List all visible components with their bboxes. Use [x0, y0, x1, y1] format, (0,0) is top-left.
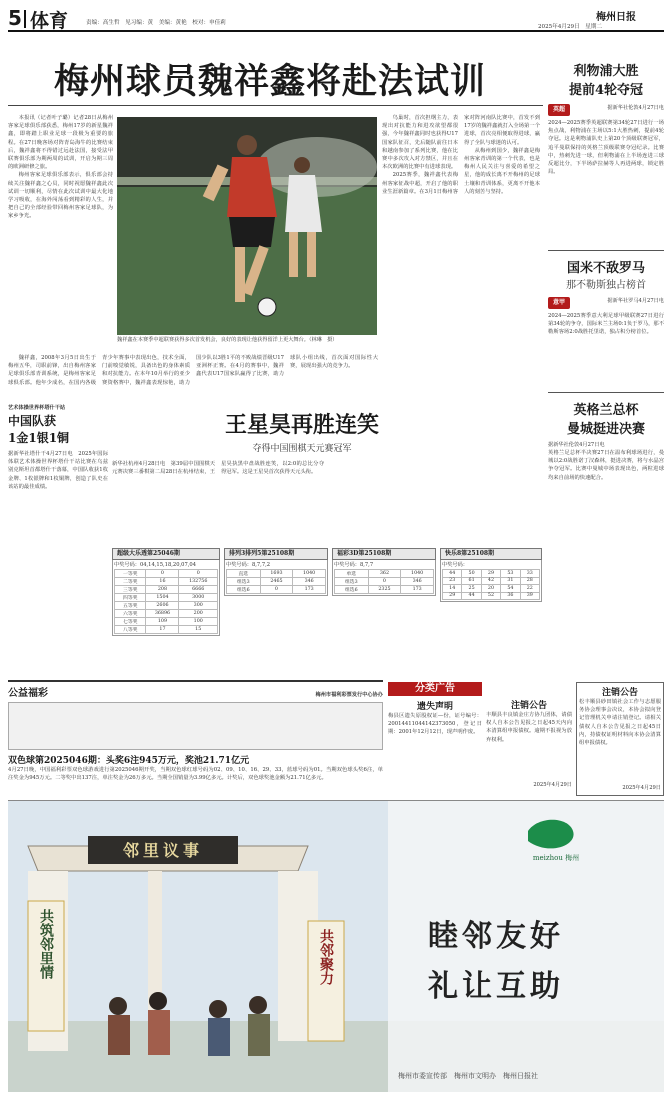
lottery-box-body — [224, 560, 328, 596]
lottery-box — [112, 548, 220, 672]
fa-cup-title: 英格兰总杯 — [573, 403, 639, 418]
story-paragraph: 从梅州到国少，魏祥鑫是梅州客家青训的第一个代表，也是梅州人民关注与喜爱的希望之星，他的成长离不开梅州的足球土壤和青训体系，更离不开他本人的刻苦与坚持。 — [464, 147, 540, 195]
notice-box — [576, 682, 664, 796]
paper-logo: 梅州日报 — [596, 12, 636, 23]
lottery-cell: 1693 — [260, 570, 293, 578]
ad-left-banner: 共筑邻里情 — [38, 909, 54, 979]
association-notice-body: 松丰顺县砂田镇社会工作与志愿服务协会理事会决议，本协会拟向登记管理机关申请注销登记。请相关债权人自本公告见报之日起45日内，持债权证明材料向本协会清算组申报债权。 — [579, 699, 661, 747]
lottery-cell: 0 — [146, 570, 179, 578]
notice-date: 2025年4月29日 — [533, 782, 572, 788]
story-paragraph: 梅州客家足球俱乐部表示，俱乐部会持续关注魏祥鑫之心员，同时祝愿魏祥鑫此次试训一切顺利，尽情在此次试训中最大化地学习吸收，在海外闯荡看到精彩的人生，并把自己的全部经验带回梅州客家足球队，为家乡争光。 — [8, 172, 113, 220]
welfare-lottery — [8, 680, 383, 796]
lottery-cell: 组选3 — [227, 578, 261, 586]
lottery-cell: 44 — [443, 570, 462, 578]
welfare-result-title: 双色球第2025046期：头奖6注945万元，奖池21.71亿元 — [8, 756, 250, 766]
lottery-table — [226, 569, 326, 594]
lottery-cell: 42 — [481, 577, 500, 585]
chess-story — [112, 408, 542, 454]
roma-subtitle: 那不勒斯独占榜首 — [566, 280, 646, 291]
lottery-cell: 53 — [501, 570, 520, 578]
lottery-cell: 200 — [179, 610, 218, 618]
lottery-cell: 五等奖 — [115, 602, 146, 610]
issue-date: 2025年4月29日 星期二 — [538, 24, 603, 30]
lottery-box-title: 排列3排列5第25108期 — [224, 548, 328, 560]
lottery-cell: 四等奖 — [115, 594, 146, 602]
lottery-cell: 50 — [462, 570, 481, 578]
gymnastics-title: 中国队获 — [8, 414, 57, 428]
ad-sign: 邻里议事 — [122, 841, 203, 860]
story-paragraph: 鸟巢时，首次担纲主力，表现出对抗能力和进攻欲望都很强，今年魏祥鑫同时也获得U17国家队征召，先后随队前往日本和越南参加了系列比赛，他在比赛中多次攻入对方禁区，并且在本次欧洲的比赛中有进球表现。 — [382, 115, 458, 171]
lottery-cell: 29 — [481, 570, 500, 578]
deregistration-notice-title: 注销公告 — [510, 701, 547, 711]
deregistration-notice-body: 丰顺县丰良镇金庄方协九团体，请债权人自本公告见报之日起45天内向本清算组申报债权。逾期不报视为放弃权利。 — [486, 712, 572, 743]
lottery-cell: 362 — [368, 570, 401, 578]
lottery-cell: 六等奖 — [115, 610, 146, 618]
roma-body: 2024—2025赛季意大利足球甲级联赛27日进行第34轮的争夺，国际米兰主场0:1负于罗马，那不勒斯客场2:0战胜托里诺，独占积分榜首位。 — [548, 313, 664, 336]
liverpool-body: 2024—2025赛季英超联赛第34轮27日进行一场焦点战，利物浦在主场以5:1大胜热刺，提前4轮夺冠。这是利物浦队史上第20个顶级联赛冠军，追平曼联保持的英格兰顶级联赛夺冠纪录。比赛中，热刺先进一球，但利物浦在上半场连进三球反超比分，下半场萨拉赫等人再进两球，锁定胜局。 — [548, 120, 664, 176]
welfare-body: 4月27日晚，中国福利彩票双色球游戏进行第2025046期开奖，当期双色球红球号码为02、09、10、16、29、33，蓝球号码为01。当期双色球头奖6注，单注奖金为945万元。二等奖中出137注，单注奖金为26万多元。当期全国销量为3.99亿多元。计奖后，双色球奖池金额为21.71亿多元。 — [8, 767, 383, 782]
ad-slogan-line2: 礼让互助 — [428, 969, 564, 1004]
serie-a-tag: 意甲 — [548, 297, 570, 309]
lottery-table — [334, 569, 434, 594]
lottery-cell: 一等奖 — [115, 570, 146, 578]
gymnastics-kicker: 艺术体操世界杯塔什干站 — [8, 405, 66, 411]
story-paragraph: 2025赛季，魏祥鑫代表梅州客家征战中超，开启了他的职业生涯新篇章。在3月1日梅州客家对阵河南队比赛中，首发不到17岁的魏祥鑫就打入全场第一个进球，首次亮相便取得进球，赢得了全队与球迷的认可。 — [382, 115, 540, 195]
notice-date: 2025年4月29日 — [622, 785, 661, 791]
lottery-cell: 2465 — [260, 578, 293, 586]
gymnastics-subtitle: 1金1银1铜 — [8, 431, 70, 445]
lottery-box-body — [332, 560, 436, 596]
fa-cup-byline: 据新华社伦敦4月27日电 — [548, 442, 605, 448]
welfare-subtitle: 梅州市福利彩票发行中心协办 — [315, 692, 383, 698]
story-paragraph: 魏祥鑫，2008年3月5日出生于梅州五华，司职前锋，出自梅州客家足球俱乐部青训系统，是梅州客家足球俱乐部。他年少成名，在国内各级青少年赛事中表现出色，技术全面，门前嗅觉敏锐，具备出色的身体素质和对抗能力。在本年10月举行的亚少赛资格赛中，魏祥鑫表现惊艳，助力国少队以3胜1平的不败战绩晋级U17亚洲杯正赛。在4月的赛事中，魏祥鑫代表U17国家队赢得了比赛，助力球队小组出线，首次面对国际性大赛，展现出强大的竞争力。 — [8, 355, 378, 386]
lottery-numbers: 中奖号码： — [442, 562, 468, 568]
notice-column — [388, 682, 482, 796]
lottery-cell: 三等奖 — [115, 586, 146, 594]
lottery-cell: 173 — [401, 586, 434, 594]
lottery-cell: 346 — [293, 578, 326, 586]
association-notice-title: 注销公告 — [601, 688, 638, 698]
notice-column — [486, 682, 572, 796]
lottery-cell: 25 — [462, 585, 481, 593]
lottery-cell: 3000 — [179, 594, 218, 602]
roma-byline: 据新华社罗马4月27日电 — [607, 298, 664, 304]
lottery-cell: 6666 — [179, 586, 218, 594]
story-paragraph: 本报讯（记者叶子璐）记者28日从梅州客家足球俱乐部获悉，梅州17岁的新星魏祥鑫，即将踏上职业足球一段极为重要的旅程。在27日晚客场对阵青岛海牛的比赛结束后，魏祥鑫将不得错过远赴法国，接受法甲联赛俱乐部为期两周的试训，开启为期三周的欧洲研修之旅。 — [8, 115, 113, 171]
gymnastics-body: 据新华社塔什干4月27日电 2025年国际体联艺术体操世界杯塔什干站比赛在乌兹别克斯坦首都塔什干落幕，中国队收获1枚金牌、1枚银牌和1枚铜牌，创造了队史在该站的最佳成绩。 — [8, 451, 108, 490]
lottery-box-body — [440, 560, 542, 602]
lottery-numbers: 中奖号码：8,7,7,2 — [226, 562, 271, 568]
lottery-cell: 22 — [520, 585, 539, 593]
lottery-cell: 1040 — [401, 570, 434, 578]
classified-banner: 分类广告 — [388, 682, 482, 696]
lottery-cell: 15 — [179, 626, 218, 634]
main-story-bottom — [8, 354, 378, 402]
classified-notices — [388, 682, 664, 796]
lost-notice-body: 梅县区遗失原股权证—份，证号编号：20014411044142373050，登记日期：2001年12月12日，现声明作废。 — [388, 713, 482, 736]
lottery-cell: 17 — [146, 626, 179, 634]
roma-title: 国米不敌罗马 — [566, 261, 645, 276]
lottery-cell: 132756 — [179, 578, 218, 586]
epl-tag: 英超 — [548, 104, 570, 116]
lottery-cell: 33 — [520, 570, 539, 578]
lottery-cell: 组选6 — [335, 586, 369, 594]
lottery-box-title: 福彩3D第25108期 — [332, 548, 436, 560]
side-divider — [548, 250, 664, 251]
liverpool-subtitle: 提前4轮夺冠 — [568, 83, 644, 98]
lottery-cell: 组选3 — [335, 578, 369, 586]
ad-brand: meizhou 梅州 — [532, 854, 580, 862]
main-story-col3 — [382, 114, 540, 400]
lottery-cell: 29 — [443, 592, 462, 600]
lottery-cell: 单选 — [335, 570, 369, 578]
side-divider — [548, 392, 664, 393]
lottery-cell: 36896 — [146, 610, 179, 618]
lottery-cell: 28 — [520, 577, 539, 585]
lottery-numbers: 中奖号码：8,7,7 — [334, 562, 374, 568]
lottery-cell: 14 — [443, 585, 462, 593]
lottery-box-title: 快乐8第25108期 — [440, 548, 542, 560]
main-story-col1 — [8, 114, 113, 354]
lottery-cell: 2325 — [368, 586, 401, 594]
header-divider — [24, 10, 26, 28]
lottery-box-body — [112, 560, 220, 636]
lottery-cell: 1040 — [293, 570, 326, 578]
lottery-cell: 0 — [260, 586, 293, 594]
lottery-cell: 36 — [501, 592, 520, 600]
lottery-cell: 八等奖 — [115, 626, 146, 634]
chess-headline: 王星昊再胜连笑 — [224, 412, 379, 438]
football-photo-illustration — [117, 117, 377, 335]
football-photo — [117, 117, 377, 335]
public-service-ad — [8, 800, 664, 1092]
chess-body: 新华社杭州4月28日电 第39届中国围棋天元赛决赛三番棋第二局28日在杭州结束，王星昊执黑中盘战胜连笑，以2:0的总比分夺得冠军。这是王星昊首次获得天元头衔。 — [112, 461, 324, 476]
fa-cup-body: 英格兰足总杯半决赛27日在温布利球场进行，曼城以2:0战胜诺丁汉森林，挺进决赛，将与水晶宫争夺冠军。比赛中曼城中场表现出色，两粒进球均来自前场的快速配合。 — [548, 450, 664, 481]
lottery-table — [114, 569, 218, 634]
lottery-cell: 0 — [368, 578, 401, 586]
lottery-cell: 52 — [481, 592, 500, 600]
gymnastics-story — [8, 404, 108, 654]
main-headline: 梅州球员魏祥鑫将赴法试训 — [53, 61, 486, 102]
lottery-cell: 44 — [462, 592, 481, 600]
welfare-title: 公益福彩 — [8, 688, 48, 699]
lottery-cell: 1504 — [146, 594, 179, 602]
welfare-results-box — [8, 702, 383, 750]
lottery-cell: 0 — [179, 570, 218, 578]
lottery-cell: 七等奖 — [115, 618, 146, 626]
lottery-box — [332, 548, 436, 672]
lottery-cell: 100 — [179, 618, 218, 626]
lost-notice-title: 遗失声明 — [416, 702, 453, 712]
ad-right-banner: 共邻聚力 — [318, 929, 334, 985]
lottery-cell: 直选 — [227, 570, 261, 578]
photo-caption: 魏祥鑫在本赛季中超联赛获得多次首发机会，良好的表现让他获得留洋上更大舞台。（林琳 摄） — [117, 337, 338, 343]
lottery-cell: 39 — [520, 592, 539, 600]
liverpool-title: 利物浦大胜 — [573, 64, 639, 79]
section-name: 体育 — [30, 10, 69, 32]
lottery-cell: 二等奖 — [115, 578, 146, 586]
fa-cup-subtitle: 曼城挺进决赛 — [566, 422, 645, 437]
lottery-cell: 31 — [501, 577, 520, 585]
lottery-box-title: 超级大乐透第25046期 — [112, 548, 220, 560]
lottery-cell: 23 — [443, 577, 462, 585]
lottery-box — [440, 548, 542, 672]
page-header — [8, 6, 664, 32]
lottery-cell: 346 — [401, 578, 434, 586]
ad-slogan-line1: 睦邻友好 — [428, 919, 564, 954]
editors-line: 责编：高生哲 见习编：黄 美编：黄艳 校对：申佳莉 — [86, 20, 226, 26]
headline-rule — [8, 105, 543, 106]
lottery-table — [442, 569, 540, 600]
lottery-cell: 300 — [179, 602, 218, 610]
lottery-box — [224, 548, 328, 672]
lottery-cell: 16 — [146, 578, 179, 586]
lottery-cell: 54 — [501, 585, 520, 593]
lottery-cell: 组选6 — [227, 586, 261, 594]
chess-subheadline: 夺得中国围棋天元赛冠军 — [252, 444, 352, 454]
page-number: 5 — [8, 6, 22, 30]
lottery-cell: 2606 — [146, 602, 179, 610]
lottery-cell: 20 — [481, 585, 500, 593]
lottery-cell: 208 — [146, 586, 179, 594]
ad-footer: 梅州市委宣传部 梅州市文明办 梅州日报社 — [398, 1072, 538, 1080]
lottery-cell: 109 — [146, 618, 179, 626]
lottery-numbers: 中奖号码：04,14,15,18,20,07,04 — [114, 562, 197, 568]
liverpool-byline: 据新华社伦敦4月27日电 — [607, 105, 664, 111]
lottery-cell: 61 — [462, 577, 481, 585]
lottery-cell: 173 — [293, 586, 326, 594]
